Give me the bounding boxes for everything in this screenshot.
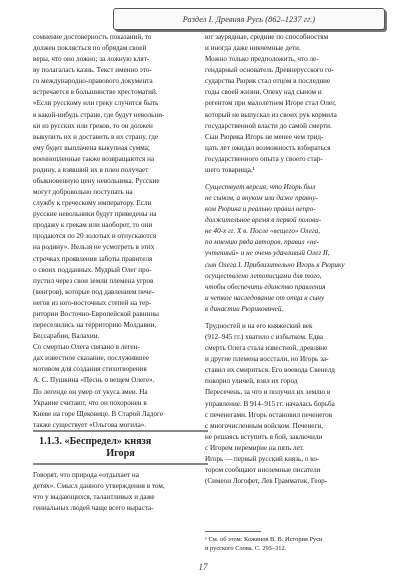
running-header: [113, 8, 385, 30]
section-heading: [33, 430, 208, 465]
text-line: (Симеон Логофет, Лев Грамматик, Геор-: [205, 477, 328, 486]
text-line: ставил их смириться. Его воевода Свенелд: [205, 366, 335, 375]
text-line: и иногда даже никчемные дети.: [205, 44, 301, 53]
text-line: государственной власти до самой смерти.: [205, 121, 332, 130]
text-line: Пересечень, за что и получил их землю в: [205, 388, 331, 397]
text-line: покорил уличей, взял их город: [205, 377, 298, 386]
text-line: годы своей жизни. Опеку над сыном и: [205, 88, 322, 97]
text-line: в какой-нибудь стране, где будут невольни-: [33, 110, 165, 119]
text-line: сударства Рюрик стал отцом в последние: [205, 77, 331, 86]
italic-text-line: в династии Рюриковичей.: [205, 304, 284, 313]
footnote-line: и русского Слова. С. 293–312.: [205, 545, 287, 553]
text-line: детях». Смысл данного утверждения в том,: [33, 482, 165, 491]
text-line: смерть Олега стала известной, древляне: [205, 344, 328, 353]
text-line: (912–945 гг.) хватило с избытком. Едва: [205, 333, 324, 342]
text-line: который не выпускал из своих рук кормила: [205, 110, 337, 119]
text-line: ки из русских или греков, то он должен: [33, 121, 153, 130]
text-line: «Если русскому или греку случится быть: [33, 99, 159, 108]
text-line: с Игорем перемирие на пять лет.: [205, 443, 305, 452]
italic-text-line: чтобы обеспечить единство правления: [205, 282, 326, 291]
text-line: Сын Рюрика Игорь не менее чем трид-: [205, 132, 324, 141]
text-line: дах известное сказание, послужившее: [33, 354, 150, 363]
text-line: встречается в большинстве хрестоматий.: [33, 88, 158, 97]
text-line: (венгров), которые под давлением пече-: [33, 287, 155, 296]
text-line: ему будет выплачена выкупная сумма;: [33, 143, 150, 152]
text-line: военнопленные также возвращаются на: [33, 154, 155, 163]
italic-text-line: ком Рюрика и реально правил непро-: [205, 205, 316, 214]
italic-text-line: учтенный» и не очень удачливый Олег II,: [205, 249, 330, 258]
section-title: 1.1.3. «Беспредел» князя: [39, 436, 152, 447]
footnote-line: ¹ См. об этом: Кожинов В. В. История Руси: [205, 536, 323, 543]
text-line: службу к греческому императору. Если: [33, 199, 152, 208]
section-subtitle: Игоря: [106, 448, 135, 459]
text-line: строчках проявления заботы правителя: [33, 254, 153, 263]
text-line: также существует «Ольгова могила».: [33, 420, 147, 429]
text-line: цать лет ожидал возможность взбираться: [205, 143, 331, 152]
italic-text-line: и четкое наследование от отца к сыну: [205, 293, 325, 302]
text-line: на родину». Нельзя не усмотреть в этих: [33, 243, 155, 252]
italic-text-line: не сыном, а внуком или даже правну-: [205, 194, 318, 203]
text-line: Можно только предположить, что ле-: [205, 55, 319, 64]
italic-text-line: по мнению ряда авторов, правил «не-: [205, 238, 320, 247]
text-line: Бессарабии, Валахии.: [33, 332, 100, 341]
italic-text-line: не 40-х гг. Х в. После «вещего» Олега,: [205, 227, 321, 236]
page-number: 17: [198, 562, 208, 572]
text-line: сомнение достоверность показаний, то: [33, 33, 152, 41]
italic-text-line: Существует версия, что Игорь был: [205, 183, 316, 192]
text-line: что у выдающихся, талантливых и даже: [33, 493, 155, 502]
text-line: шего товарища.¹: [205, 165, 255, 174]
text-line: с многочисленным войском. Печенеги,: [205, 421, 324, 430]
text-line: Киеве на горе Щековице. В Старой Ладоге: [33, 409, 164, 418]
text-line: о своих подданных. Мудрый Олег про-: [33, 265, 152, 274]
text-line: мотивом для создания стихотворения: [33, 365, 147, 374]
text-line: ритории Восточно-Европейской равнины: [33, 309, 159, 318]
text-line: могут добровольно поступать на: [33, 188, 133, 197]
left-column: [33, 32, 211, 431]
text-line: негов из юго-восточных степей на тер-: [33, 298, 152, 307]
text-line: не решаясь вступить в бой, заключили: [205, 432, 323, 441]
text-line: русские невольники будут приведены на: [33, 210, 157, 219]
text-line: Трудностей и на его княжеский век: [205, 321, 313, 330]
text-line: продажу к грекам или наоборот, то они: [33, 221, 153, 230]
text-line: Игорь — первый русский князь, о ко-: [205, 454, 320, 463]
left-column-bottom: [33, 470, 211, 514]
text-line: управление. В 914–915 гг. началась борьба: [205, 399, 335, 408]
text-line: По легенде он умер от укуса змеи. На: [33, 387, 148, 396]
text-line: ву полагалась казнь. Текст именно это-: [33, 66, 152, 75]
italic-text-line: осуществлено летописцами для того,: [205, 271, 322, 280]
text-line: веры, что оно ложно; за ложную клят-: [33, 55, 150, 64]
text-line: тором сообщают иноземные писатели: [205, 465, 321, 474]
footnote: [205, 535, 383, 553]
text-line: Говорят, что природа «отдыхает на: [33, 471, 139, 479]
text-line: Со смертью Олега связано в леген-: [33, 343, 140, 352]
italic-text-line: сын Олега I. Приблизительно Игорь к Рюрику: [205, 260, 345, 269]
right-column-paragraph-b: [205, 321, 383, 487]
footnote-divider: [205, 531, 261, 532]
text-line: го международно-правового документа: [33, 77, 153, 86]
text-line: А. С. Пушкина «Песнь о вещем Олеге».: [33, 376, 155, 385]
text-line: должен поклясться по обрядам своей: [33, 44, 147, 53]
text-line: Украине считают, что он похоронен в: [33, 398, 147, 407]
text-line: государственного опыта у своего стар-: [205, 154, 323, 163]
text-line: выкупить их и доставить в их страну, где: [33, 132, 159, 141]
running-header-text: Раздел I. Древняя Русь (862–1237 гг.): [182, 14, 316, 24]
text-line: с печенегами. Игорь остановил печенегов: [205, 410, 333, 419]
text-line: родину, а взявший их в плен получает: [33, 165, 149, 174]
text-line: и другие племена восстали, но Игорь за-: [205, 355, 329, 364]
text-line: гениальных людей чаще всего выраста-: [33, 504, 154, 513]
text-line: переселились на территорию Молдавии,: [33, 321, 157, 330]
text-line: продаются по 20 золотых и отпускаются: [33, 232, 157, 241]
italic-aside-block: [205, 182, 383, 315]
right-column-paragraph-a: [205, 32, 383, 176]
text-line: пустил через свои земли племена угров: [33, 276, 154, 285]
text-line: гендарный основатель Древнерусского го-: [205, 66, 334, 75]
text-line: регентом при малолетнем Игоре стал Олег,: [205, 99, 336, 108]
italic-text-line: должительное время в первой полови-: [205, 216, 322, 225]
right-column: [205, 32, 383, 487]
text-line: ют заурядные, средние по способностям: [205, 33, 329, 41]
text-line: обыкновенную цену невольника. Русские: [33, 177, 160, 186]
